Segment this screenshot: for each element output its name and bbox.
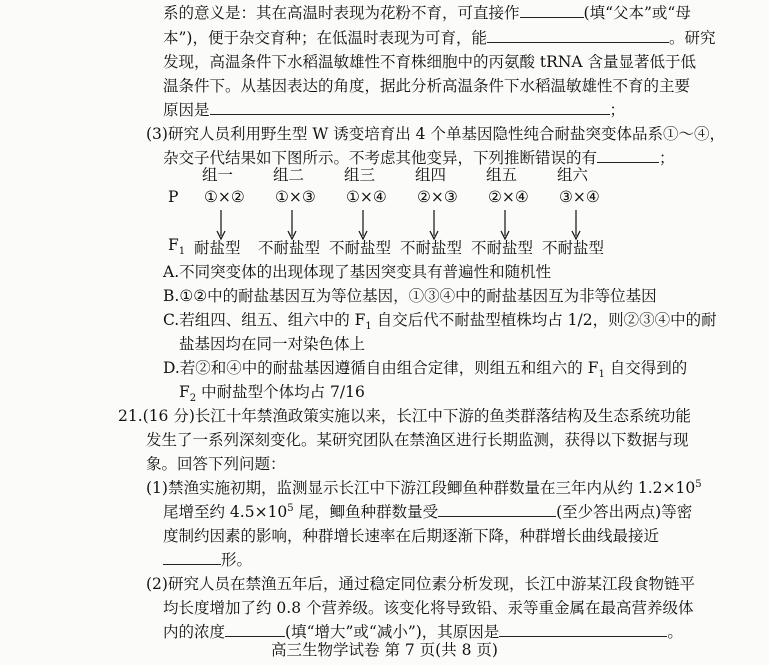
- group-label: 组一: [202, 166, 234, 184]
- question-21-sub1-line-1: [146, 477, 702, 499]
- question-21-line-2: 发生了一系列深刻变化。某研究团队在禁渔区进行长期监测，获得以下数据与现: [146, 431, 689, 449]
- cross-formula: ①×③: [275, 188, 316, 206]
- option-b: B.①②中的耐盐基因互为等位基因，①③④中的耐盐基因互为非等位基因: [163, 287, 657, 305]
- text-line-1: [163, 2, 691, 24]
- text-segment: 。研究: [668, 29, 716, 47]
- text-segment: F: [179, 383, 190, 401]
- f1-subscript: 1: [178, 246, 186, 258]
- question-21-line-3: 象。回答下列问题：: [146, 455, 286, 473]
- text-segment: 自交得到的: [604, 359, 688, 377]
- answer-blank[interactable]: [597, 147, 659, 163]
- subscript: 1: [598, 369, 605, 381]
- text-segment: 本”)，便于杂交育种；在低温时表现为可育，能: [163, 29, 487, 47]
- f1-phenotype: 不耐盐型: [258, 239, 321, 257]
- text-segment: (填“增大”或“减小”)，其原因是: [285, 623, 500, 641]
- option-c-line-1: [163, 309, 717, 331]
- f1-phenotype: 耐盐型: [194, 239, 241, 257]
- group-label: 组三: [344, 166, 376, 184]
- question-3-line-1: (3)研究人员利用野生型 W 诱变培育出 4 个单基因隐性纯合耐盐突变体品系①～④，: [146, 125, 725, 143]
- f1-phenotype: 不耐盐型: [471, 239, 534, 257]
- text-segment: 原因是: [163, 101, 210, 119]
- text-line-3: 发现，高温条件下水稻温敏雄性不育株细胞中的丙氨酸 tRNA 含量显著低于低: [163, 53, 697, 71]
- superscript: 5: [695, 478, 702, 490]
- text-segment: D.若②和④中的耐盐基因遵循自由组合定律，则组五和组六的 F: [163, 359, 599, 377]
- text-segment: 。: [667, 623, 683, 641]
- parent-generation-label: P: [168, 188, 179, 206]
- page-footer: 高三生物学试卷 第 7 页(共 8 页): [271, 641, 498, 659]
- text-segment: 形。: [221, 551, 253, 569]
- group-label: 组四: [415, 166, 447, 184]
- text-segment: (至少答出两点)等密: [556, 503, 693, 521]
- group-label: 组五: [486, 166, 518, 184]
- f1-phenotype: 不耐盐型: [329, 239, 392, 257]
- option-d-line-2: [179, 381, 365, 403]
- text-segment: (1)禁渔实施初期，监测显示长江中下游江段鲫鱼种群数量在三年内从约 1.2×10: [146, 479, 696, 497]
- question-21-sub1-line-2: [163, 501, 692, 523]
- question-21-sub2-line-2: 均长度增加了约 0.8 个营养级。该变化将导致铅、汞等重金属在最高营养级体: [163, 599, 694, 617]
- option-d-line-1: [163, 357, 687, 379]
- text-segment: 自交后代不耐盐型植株均占 1/2，则②③④中的耐: [371, 311, 717, 329]
- f1-phenotype: 不耐盐型: [542, 239, 605, 257]
- f1-letter: F: [168, 236, 179, 254]
- text-segment: 内的浓度: [163, 623, 226, 641]
- cross-formula: ③×④: [559, 188, 600, 206]
- text-segment: 杂交子代结果如下图所示。不考虑其他变异，下列推断错误的有: [163, 149, 598, 167]
- cross-formula: ②×③: [417, 188, 458, 206]
- text-segment: 尾，鲫鱼种群数量受: [293, 503, 439, 521]
- option-a: A.不同突变体的出现体现了基因突变具有普遍性和随机性: [163, 263, 552, 281]
- subscript: 1: [365, 321, 372, 333]
- f1-phenotype: 不耐盐型: [400, 239, 463, 257]
- text-segment: 中耐盐型个体均占 7/16: [196, 383, 365, 401]
- answer-blank[interactable]: [487, 27, 669, 43]
- text-line-2: [163, 27, 716, 49]
- cross-formula: ①×④: [346, 188, 387, 206]
- f1-generation-label: [168, 236, 186, 258]
- option-c-line-2: 盐基因均在同一对染色体上: [179, 335, 366, 353]
- superscript: 5: [287, 502, 294, 514]
- text-segment: ；: [609, 101, 626, 119]
- answer-blank[interactable]: [438, 501, 556, 517]
- text-line-4: 温条件下。从基因表达的角度，据此分析高温条件下水稻温敏雄性不育的主要: [163, 77, 691, 95]
- cross-formula: ①×②: [204, 188, 245, 206]
- question-21-sub1-line-4: [163, 549, 252, 571]
- question-21-line-1: 21.(16 分)长江十年禁渔政策实施以来，长江中下游的鱼类群落结构及生态系统功能: [118, 407, 691, 425]
- text-line-5: [163, 99, 625, 121]
- text-segment: 尾增至约 4.5×10: [163, 503, 288, 521]
- answer-blank[interactable]: [210, 99, 610, 115]
- group-label: 组六: [557, 166, 589, 184]
- question-21-sub2-line-1: (2)研究人员在禁渔五年后，通过稳定同位素分析发现，长江中游某江段食物链平: [146, 575, 695, 593]
- text-segment: ；: [659, 149, 675, 167]
- answer-blank[interactable]: [499, 621, 667, 637]
- answer-blank[interactable]: [520, 2, 584, 18]
- answer-blank[interactable]: [225, 621, 285, 637]
- question-21-sub1-line-3: 度制约因素的影响，种群增长速率在后期逐渐下降，种群增长曲线最接近: [163, 527, 660, 545]
- group-label: 组二: [273, 166, 305, 184]
- text-segment: (填“父本”或“母: [583, 4, 691, 22]
- answer-blank[interactable]: [163, 549, 221, 565]
- text-segment: C.若组四、组五、组六中的 F: [163, 311, 366, 329]
- text-segment: 系的意义是：其在高温时表现为花粉不育，可直接作: [163, 4, 520, 22]
- cross-formula: ②×④: [488, 188, 529, 206]
- subscript: 2: [189, 393, 197, 405]
